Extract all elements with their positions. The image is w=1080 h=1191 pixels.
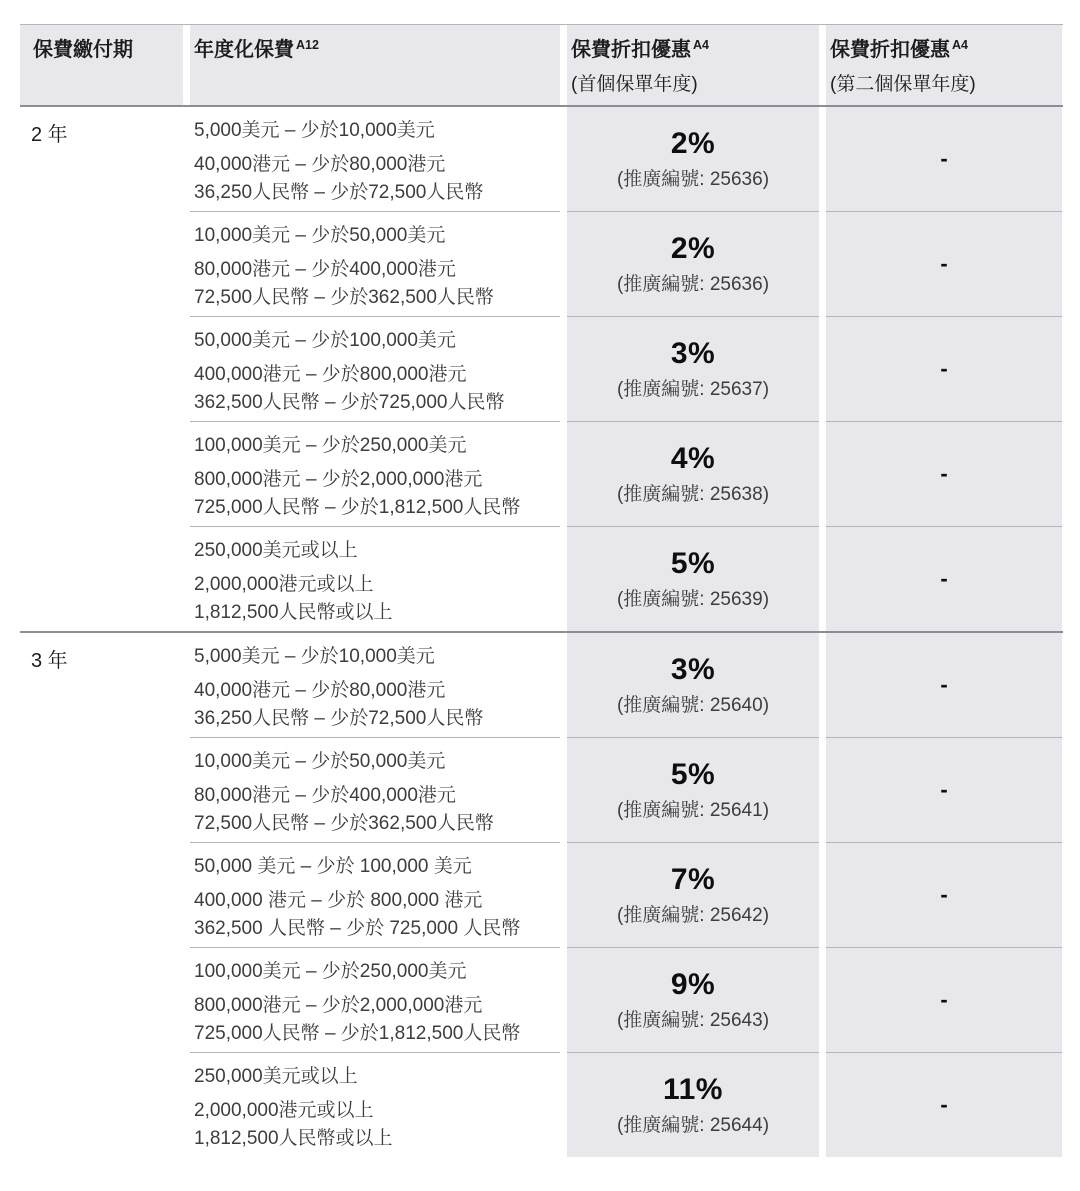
discount-percent: 3% [670, 653, 716, 686]
discount-percent: 3% [670, 337, 716, 370]
discount-second-year-cell: - [826, 421, 1062, 526]
amount-line: 10,000美元 – 少於50,000美元 [194, 751, 446, 772]
discount-percent: 4% [670, 442, 716, 475]
amount-line: 250,000美元或以上 [194, 1066, 358, 1087]
promo-code: (推廣編號: 25644) [616, 1115, 770, 1136]
amount-line: 10,000美元 – 少於50,000美元 [194, 225, 446, 246]
amount-line: 2,000,000港元或以上 [194, 1100, 374, 1121]
discount-second-year-cell: - [826, 316, 1062, 421]
header-footnote-sup: A4 [952, 38, 968, 52]
amount-line: 80,000港元 – 少於400,000港元 [194, 785, 456, 806]
amount-line: 40,000港元 – 少於80,000港元 [194, 680, 446, 701]
discount-second-year-cell: - [826, 633, 1062, 737]
promo-code: (推廣編號: 25642) [616, 905, 770, 926]
amount-range-cell [190, 947, 560, 1052]
amount-line: 72,500人民幣 – 少於362,500人民幣 [194, 813, 494, 834]
amount-range-cell [190, 316, 560, 421]
amount-line: 725,000人民幣 – 少於1,812,500人民幣 [194, 497, 521, 518]
promo-code: (推廣編號: 25641) [616, 800, 770, 821]
amount-line: 400,000 港元 – 少於 800,000 港元 [194, 890, 483, 911]
header-discount-second-year [826, 25, 1062, 105]
discount-first-year-cell [567, 1052, 819, 1157]
header-footnote-sup: A4 [693, 38, 709, 52]
amount-range-cell [190, 633, 560, 737]
header-label: 保費繳付期 [33, 39, 133, 61]
discount-first-year-cell [567, 526, 819, 631]
amount-range-cell [190, 107, 560, 211]
table-body [20, 105, 1063, 1157]
amount-line: 2,000,000港元或以上 [194, 574, 374, 595]
amount-range-cell [190, 421, 560, 526]
amount-line: 362,500 人民幣 – 少於 725,000 人民幣 [194, 918, 521, 939]
discount-percent: 11% [663, 1073, 723, 1106]
amount-line: 80,000港元 – 少於400,000港元 [194, 259, 456, 280]
amount-line: 100,000美元 – 少於250,000美元 [194, 961, 467, 982]
amount-line: 5,000美元 – 少於10,000美元 [194, 120, 435, 141]
amount-range-cell [190, 211, 560, 316]
promo-code: (推廣編號: 25637) [616, 379, 770, 400]
discount-second-year-cell: - [826, 842, 1062, 947]
amount-line: 1,812,500人民幣或以上 [194, 602, 393, 623]
discount-percent: 7% [670, 863, 716, 896]
amount-line: 362,500人民幣 – 少於725,000人民幣 [194, 392, 505, 413]
amount-line: 50,000美元 – 少於100,000美元 [194, 330, 456, 351]
amount-line: 50,000 美元 – 少於 100,000 美元 [194, 856, 472, 877]
table-header-row [20, 24, 1063, 105]
amount-line: 1,812,500人民幣或以上 [194, 1128, 393, 1149]
amount-range-cell [190, 842, 560, 947]
discount-first-year-cell [567, 107, 819, 211]
header-label: 年度化保費 [194, 39, 294, 61]
discount-second-year-cell: - [826, 211, 1062, 316]
header-subline: (第二個保單年度) [830, 74, 976, 95]
header-premium-payment-period [20, 25, 183, 105]
header-subline: (首個保單年度) [571, 74, 698, 95]
discount-percent: 9% [670, 968, 716, 1001]
promo-code: (推廣編號: 25638) [616, 484, 770, 505]
period-cell: 3 年 [20, 633, 183, 1157]
promo-code: (推廣編號: 25636) [616, 169, 770, 190]
amount-line: 800,000港元 – 少於2,000,000港元 [194, 995, 483, 1016]
amount-line: 36,250人民幣 – 少於72,500人民幣 [194, 182, 484, 203]
discount-second-year-cell: - [826, 1052, 1062, 1157]
discount-first-year-cell [567, 316, 819, 421]
amount-line: 40,000港元 – 少於80,000港元 [194, 154, 446, 175]
period-group [20, 631, 1063, 1157]
amount-line: 250,000美元或以上 [194, 540, 358, 561]
discount-second-year-cell: - [826, 526, 1062, 631]
discount-second-year-cell: - [826, 737, 1062, 842]
discount-percent: 2% [670, 232, 716, 265]
period-group [20, 105, 1063, 631]
amount-line: 100,000美元 – 少於250,000美元 [194, 435, 467, 456]
header-footnote-sup: A12 [296, 38, 319, 52]
header-discount-first-year [567, 25, 819, 105]
promo-code: (推廣編號: 25640) [616, 695, 770, 716]
discount-first-year-cell [567, 633, 819, 737]
amount-line: 800,000港元 – 少於2,000,000港元 [194, 469, 483, 490]
discount-first-year-cell [567, 421, 819, 526]
amount-line: 725,000人民幣 – 少於1,812,500人民幣 [194, 1023, 521, 1044]
discount-first-year-cell [567, 842, 819, 947]
header-label: 保費折扣優惠 [571, 39, 691, 61]
header-annualized-premium [190, 25, 560, 105]
discount-second-year-cell: - [826, 107, 1062, 211]
amount-range-cell [190, 1052, 560, 1157]
promo-code: (推廣編號: 25639) [616, 589, 770, 610]
premium-discount-table [20, 24, 1063, 1157]
discount-percent: 2% [670, 127, 716, 160]
amount-range-cell [190, 526, 560, 631]
discount-first-year-cell [567, 737, 819, 842]
amount-line: 72,500人民幣 – 少於362,500人民幣 [194, 287, 494, 308]
amount-line: 400,000港元 – 少於800,000港元 [194, 364, 467, 385]
promo-code: (推廣編號: 25636) [616, 274, 770, 295]
header-label: 保費折扣優惠 [830, 39, 950, 61]
discount-percent: 5% [670, 758, 716, 791]
amount-range-cell [190, 737, 560, 842]
amount-line: 36,250人民幣 – 少於72,500人民幣 [194, 708, 484, 729]
discount-first-year-cell [567, 947, 819, 1052]
discount-second-year-cell: - [826, 947, 1062, 1052]
period-cell: 2 年 [20, 107, 183, 631]
discount-percent: 5% [670, 547, 716, 580]
discount-first-year-cell [567, 211, 819, 316]
promo-code: (推廣編號: 25643) [616, 1010, 770, 1031]
amount-line: 5,000美元 – 少於10,000美元 [194, 646, 435, 667]
